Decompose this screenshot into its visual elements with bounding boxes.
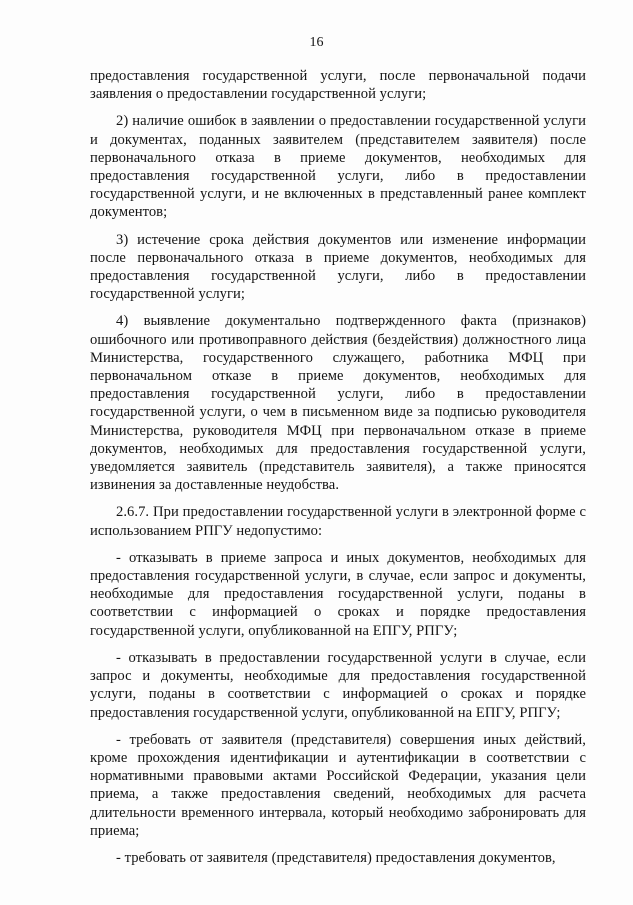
paragraph-bullet-4: - требовать от заявителя (представителя) предоставления документов,: [116, 849, 556, 866]
paragraph-section-2-6-7: 2.6.7. При предоставлении государственной услуги в электронной форме с использованием РПГУ недопустимо:: [90, 504, 586, 539]
paragraph-item-3: 3) истечение срока действия документов или изменение информации после первоначального отказа в приеме документов, необходимых для предоставления государственной услуги, либо в предоставлении государственной услуги;: [90, 231, 586, 303]
page-number: 16: [309, 35, 324, 50]
paragraph-continuation: предоставления государственной услуги, после первоначальной подачи заявления о предоставлении государственной услуги;: [90, 68, 586, 103]
paragraph-bullet-1: - отказывать в приеме запроса и иных документов, необходимых для предоставления государственной услуги, в случае, если запрос и документы, необходимые для предоставления государственной услуги, поданы в соответствии с информацией о сроках и порядке предоставления государственной услуги, опубликованной на ЕПГУ, РПГУ;: [90, 549, 586, 639]
paragraph-item-2: 2) наличие ошибок в заявлении о предоставлении государственной услуги и документах, поданных заявителем (представителем заявителя) после первоначального отказа в приеме документов, необходимых для предоставления государственной услуги, либо в предоставлении государственной услуги, и не включенных в представленный ранее комплект документов;: [90, 113, 586, 221]
paragraph-bullet-3: - требовать от заявителя (представителя) совершения иных действий, кроме прохождения идентификации и аутентификации в соответствии с нормативными правовыми актами Российской Федерации, указания цели приема, а также предоставления сведений, необходимых для расчета длительности временного интервала, который необходимо забронировать для приема;: [90, 731, 586, 839]
paragraph-bullet-2: - отказывать в предоставлении государственной услуги в случае, если запрос и документы, необходимые для предоставления государственной услуги, поданы в соответствии с информацией о сроках и порядке предоставления государственной услуги, опубликованной на ЕПГУ, РПГУ;: [90, 649, 586, 721]
paragraph-item-4: 4) выявление документально подтвержденного факта (признаков) ошибочного или противоправного действия (бездействия) должностного лица Министерства, государственного служащего, работника МФЦ при первоначальном отказе в приеме документов, необходимых для предоставления государственной услуги, либо в предоставлении государственной услуги, о чем в письменном виде за подписью руководителя Министерства, руководителя МФЦ при первоначальном отказе в приеме документов, необходимых для предоставления государственной услуги, уведомляется заявитель (представитель заявителя), а также приносятся извинения за доставленные неудобства.: [90, 313, 586, 494]
document-body: [90, 67, 586, 876]
